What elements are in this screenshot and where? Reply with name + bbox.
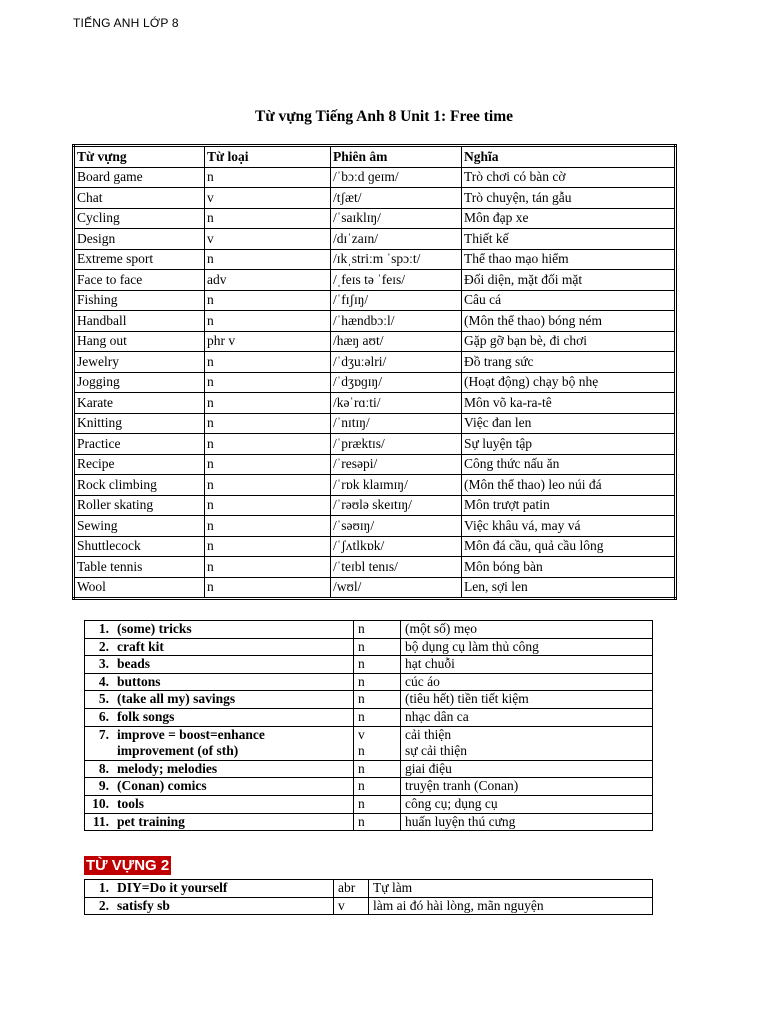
cell-ipa: /ˈdʒɒɡɪŋ/ bbox=[331, 372, 462, 393]
item-number: 2. bbox=[85, 897, 114, 915]
cell-pos: n bbox=[205, 557, 331, 578]
item-term: craft kit bbox=[113, 638, 354, 656]
table-row bbox=[74, 577, 676, 599]
cell-pos: v bbox=[205, 188, 331, 209]
cell-pos: n bbox=[205, 208, 331, 229]
table-row bbox=[74, 393, 676, 414]
item-meaning: cải thiện bbox=[401, 726, 653, 743]
cell-word: Sewing bbox=[74, 516, 205, 537]
item-meaning: Tự làm bbox=[369, 880, 653, 898]
cell-ipa: /hæŋ aʊt/ bbox=[331, 331, 462, 352]
cell-pos: n bbox=[205, 454, 331, 475]
table-row bbox=[74, 352, 676, 373]
cell-word: Jogging bbox=[74, 372, 205, 393]
item-term: (some) tricks bbox=[113, 621, 354, 639]
cell-word: Design bbox=[74, 229, 205, 250]
cell-meaning: (Môn thể thao) bóng ném bbox=[462, 311, 676, 332]
item-number: 4. bbox=[85, 673, 114, 691]
table-row bbox=[74, 557, 676, 578]
item-term: folk songs bbox=[113, 708, 354, 726]
cell-meaning: Gặp gỡ bạn bè, đi chơi bbox=[462, 331, 676, 352]
page-title: Từ vựng Tiếng Anh 8 Unit 1: Free time bbox=[254, 108, 513, 125]
item-number: 1. bbox=[85, 621, 114, 639]
item-pos: n bbox=[354, 673, 401, 691]
cell-word: Recipe bbox=[74, 454, 205, 475]
item-number-empty bbox=[85, 743, 114, 760]
cell-meaning: Môn bóng bàn bbox=[462, 557, 676, 578]
cell-word: Karate bbox=[74, 393, 205, 414]
item-meaning: hạt chuỗi bbox=[401, 656, 653, 674]
item-number: 3. bbox=[85, 656, 114, 674]
cell-meaning: Việc đan len bbox=[462, 413, 676, 434]
item-number: 1. bbox=[85, 880, 114, 898]
cell-meaning: Việc khâu vá, may vá bbox=[462, 516, 676, 537]
item-meaning: giai điệu bbox=[401, 760, 653, 778]
cell-pos: adv bbox=[205, 270, 331, 291]
list-item bbox=[85, 638, 653, 656]
list-item bbox=[85, 880, 653, 898]
cell-meaning: Sự luyện tập bbox=[462, 434, 676, 455]
list-item bbox=[85, 760, 653, 778]
item-meaning: (tiêu hết) tiền tiết kiệm bbox=[401, 691, 653, 709]
cell-ipa: /ˈteɪbl tenɪs/ bbox=[331, 557, 462, 578]
cell-word: Extreme sport bbox=[74, 249, 205, 270]
cell-pos: n bbox=[205, 352, 331, 373]
cell-pos: phr v bbox=[205, 331, 331, 352]
item-number: 10. bbox=[85, 795, 114, 813]
cell-ipa: /dɪˈzaɪn/ bbox=[331, 229, 462, 250]
item-pos: n bbox=[354, 691, 401, 709]
cell-pos: n bbox=[205, 475, 331, 496]
cell-ipa: /ˌfeɪs tə ˈfeɪs/ bbox=[331, 270, 462, 291]
cell-pos: n bbox=[205, 413, 331, 434]
cell-pos: n bbox=[205, 434, 331, 455]
item-meaning: làm ai đó hài lòng, mãn nguyện bbox=[369, 897, 653, 915]
item-pos: v bbox=[334, 897, 369, 915]
item-meaning: bộ dụng cụ làm thủ công bbox=[401, 638, 653, 656]
cell-ipa: /ˈnɪtɪŋ/ bbox=[331, 413, 462, 434]
list-item bbox=[85, 726, 653, 743]
cell-pos: n bbox=[205, 290, 331, 311]
cell-pos: v bbox=[205, 229, 331, 250]
list-item bbox=[85, 778, 653, 796]
cell-meaning: Đồ trang sức bbox=[462, 352, 676, 373]
item-pos: n bbox=[354, 795, 401, 813]
cell-ipa: /ˈhændbɔːl/ bbox=[331, 311, 462, 332]
item-term: buttons bbox=[113, 673, 354, 691]
item-number: 8. bbox=[85, 760, 114, 778]
cell-meaning: Công thức nấu ăn bbox=[462, 454, 676, 475]
vocab-list-1 bbox=[84, 620, 653, 831]
cell-pos: n bbox=[205, 311, 331, 332]
item-pos: n bbox=[354, 760, 401, 778]
cell-word: Jewelry bbox=[74, 352, 205, 373]
column-header-meaning: Nghĩa bbox=[462, 146, 676, 168]
table-row bbox=[74, 516, 676, 537]
item-pos: n bbox=[354, 621, 401, 639]
cell-word: Face to face bbox=[74, 270, 205, 291]
cell-ipa: /ˈpræktɪs/ bbox=[331, 434, 462, 455]
list-item bbox=[85, 795, 653, 813]
item-number: 2. bbox=[85, 638, 114, 656]
cell-word: Wool bbox=[74, 577, 205, 599]
item-number: 7. bbox=[85, 726, 114, 743]
cell-word: Table tennis bbox=[74, 557, 205, 578]
table-row bbox=[74, 188, 676, 209]
cell-ipa: /ˈfɪʃɪŋ/ bbox=[331, 290, 462, 311]
item-meaning: truyện tranh (Conan) bbox=[401, 778, 653, 796]
page-header: TIẾNG ANH LỚP 8 bbox=[73, 16, 179, 30]
cell-word: Chat bbox=[74, 188, 205, 209]
list-item bbox=[85, 813, 653, 831]
table-row bbox=[74, 270, 676, 291]
table-row bbox=[74, 434, 676, 455]
column-header-pos: Từ loại bbox=[205, 146, 331, 168]
item-meaning: (một số) mẹo bbox=[401, 621, 653, 639]
cell-ipa: /wʊl/ bbox=[331, 577, 462, 599]
cell-pos: n bbox=[205, 393, 331, 414]
cell-pos: n bbox=[205, 516, 331, 537]
item-meaning: cúc áo bbox=[401, 673, 653, 691]
cell-meaning: Thiết kế bbox=[462, 229, 676, 250]
cell-ipa: /ˈresəpi/ bbox=[331, 454, 462, 475]
item-term: pet training bbox=[113, 813, 354, 831]
list-item bbox=[85, 621, 653, 639]
cell-ipa: /ˈsaɪklɪŋ/ bbox=[331, 208, 462, 229]
item-meaning: nhạc dân ca bbox=[401, 708, 653, 726]
cell-word: Fishing bbox=[74, 290, 205, 311]
cell-ipa: /ɪkˌstriːm ˈspɔːt/ bbox=[331, 249, 462, 270]
item-pos: n bbox=[354, 778, 401, 796]
item-term: DIY=Do it yourself bbox=[113, 880, 334, 898]
item-pos: v bbox=[354, 726, 401, 743]
item-number: 9. bbox=[85, 778, 114, 796]
cell-pos: n bbox=[205, 249, 331, 270]
column-header-word: Từ vựng bbox=[74, 146, 205, 168]
cell-pos: n bbox=[205, 372, 331, 393]
list-item bbox=[85, 691, 653, 709]
item-pos: n bbox=[354, 708, 401, 726]
cell-word: Board game bbox=[74, 167, 205, 188]
table-row bbox=[74, 454, 676, 475]
item-term: improve = boost=enhance bbox=[113, 726, 354, 743]
list-item bbox=[85, 656, 653, 674]
cell-word: Hang out bbox=[74, 331, 205, 352]
item-pos: n bbox=[354, 638, 401, 656]
cell-word: Handball bbox=[74, 311, 205, 332]
vocab-table bbox=[72, 144, 677, 600]
item-term: (take all my) savings bbox=[113, 691, 354, 709]
item-term: beads bbox=[113, 656, 354, 674]
column-header-ipa: Phiên âm bbox=[331, 146, 462, 168]
item-term: tools bbox=[113, 795, 354, 813]
item-meaning: công cụ; dụng cụ bbox=[401, 795, 653, 813]
item-meaning: sự cải thiện bbox=[401, 743, 653, 760]
cell-meaning: Trò chuyện, tán gẫu bbox=[462, 188, 676, 209]
cell-pos: n bbox=[205, 495, 331, 516]
cell-word: Shuttlecock bbox=[74, 536, 205, 557]
cell-meaning: Câu cá bbox=[462, 290, 676, 311]
section-2-title: TỪ VỰNG 2 bbox=[86, 857, 170, 874]
cell-ipa: /tʃæt/ bbox=[331, 188, 462, 209]
item-term: improvement (of sth) bbox=[113, 743, 354, 760]
cell-word: Knitting bbox=[74, 413, 205, 434]
item-pos: n bbox=[354, 743, 401, 760]
list-item bbox=[85, 708, 653, 726]
cell-word: Practice bbox=[74, 434, 205, 455]
list-item bbox=[85, 673, 653, 691]
cell-pos: n bbox=[205, 167, 331, 188]
cell-meaning: Đối diện, mặt đối mặt bbox=[462, 270, 676, 291]
vocab-list-2 bbox=[84, 879, 653, 915]
cell-meaning: Môn đá cầu, quả cầu lông bbox=[462, 536, 676, 557]
table-row bbox=[74, 372, 676, 393]
table-row bbox=[74, 413, 676, 434]
item-term: (Conan) comics bbox=[113, 778, 354, 796]
table-row bbox=[74, 536, 676, 557]
cell-meaning: (Môn thể thao) leo núi đá bbox=[462, 475, 676, 496]
cell-ipa: /ˈrɒk klaɪmɪŋ/ bbox=[331, 475, 462, 496]
table-row bbox=[74, 208, 676, 229]
table-row bbox=[74, 311, 676, 332]
cell-meaning: (Hoạt động) chạy bộ nhẹ bbox=[462, 372, 676, 393]
table-row bbox=[74, 290, 676, 311]
table-row bbox=[74, 475, 676, 496]
table-row bbox=[74, 331, 676, 352]
list-item bbox=[85, 897, 653, 915]
table-row bbox=[74, 229, 676, 250]
list-item-sub bbox=[85, 743, 653, 760]
cell-ipa: /ˈsəʊɪŋ/ bbox=[331, 516, 462, 537]
item-term: melody; melodies bbox=[113, 760, 354, 778]
cell-meaning: Len, sợi len bbox=[462, 577, 676, 599]
item-number: 11. bbox=[85, 813, 114, 831]
item-number: 6. bbox=[85, 708, 114, 726]
table-row bbox=[74, 167, 676, 188]
cell-meaning: Môn trượt patin bbox=[462, 495, 676, 516]
cell-ipa: /ˈrəʊlə skeɪtɪŋ/ bbox=[331, 495, 462, 516]
cell-word: Rock climbing bbox=[74, 475, 205, 496]
cell-ipa: /ˈdʒuːəlri/ bbox=[331, 352, 462, 373]
cell-meaning: Trò chơi có bàn cờ bbox=[462, 167, 676, 188]
item-pos: n bbox=[354, 656, 401, 674]
cell-meaning: Môn võ ka-ra-tê bbox=[462, 393, 676, 414]
item-pos: n bbox=[354, 813, 401, 831]
vocab-table-header-row bbox=[74, 146, 676, 168]
table-row bbox=[74, 495, 676, 516]
item-meaning: huấn luyện thú cưng bbox=[401, 813, 653, 831]
cell-ipa: /ˈʃʌtlkɒk/ bbox=[331, 536, 462, 557]
cell-meaning: Thể thao mạo hiểm bbox=[462, 249, 676, 270]
cell-pos: n bbox=[205, 536, 331, 557]
cell-ipa: /ˈbɔːd ɡeɪm/ bbox=[331, 167, 462, 188]
cell-ipa: /kəˈrɑːti/ bbox=[331, 393, 462, 414]
cell-meaning: Môn đạp xe bbox=[462, 208, 676, 229]
cell-pos: n bbox=[205, 577, 331, 599]
item-term: satisfy sb bbox=[113, 897, 334, 915]
cell-word: Cycling bbox=[74, 208, 205, 229]
table-row bbox=[74, 249, 676, 270]
item-pos: abr bbox=[334, 880, 369, 898]
item-number: 5. bbox=[85, 691, 114, 709]
cell-word: Roller skating bbox=[74, 495, 205, 516]
